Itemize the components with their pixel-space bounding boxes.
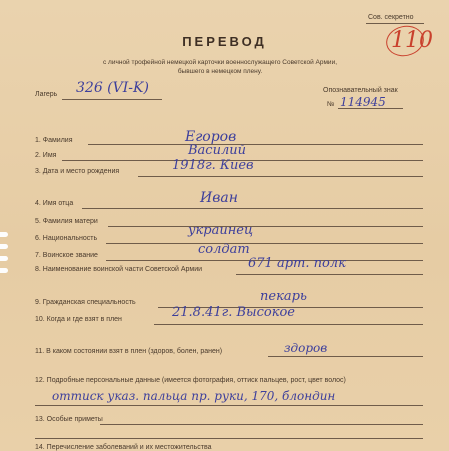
field-label-profession: 9. Гражданская специальность [35,299,136,306]
field-value-personal-data: оттиск указ. пальца пр. руки, 170, блондин [52,389,336,403]
field-label-name: 2. Имя [35,152,57,159]
field-label-mother: 5. Фамилия матери [35,218,98,225]
field-value-unit: 671 арт. полк [248,256,346,271]
id-mark-prefix: № [327,101,335,108]
field-value-father: Иван [200,190,238,206]
camp-value: 326 (VI-K) [76,80,149,96]
field-value-birth: 1918г. Киев [172,158,254,173]
field-label-birth: 3. Дата и место рождения [35,168,120,175]
field-label-unit: 8. Наименование воинской части Советской Армии [35,266,203,273]
field-value-rank: солдат [198,242,250,257]
field-value-condition: здоров [284,341,328,355]
field-label-capture: 10. Когда и где взят в плен [35,316,122,323]
field-label-personal-data: 12. Подробные персональные данные (имеется фотография, оттиск пальцев, рост, цвет волос) [35,377,346,384]
field-label-father: 4. Имя отца [35,200,74,207]
id-mark-value: 114945 [340,95,386,109]
field-value-profession: пекарь [260,289,307,304]
field-label-surname: 1. Фамилия [35,137,73,144]
field-value-name: Василий [188,143,246,158]
field-label-nationality: 6. Национальность [35,235,98,242]
field-value-surname: Егоров [185,129,237,145]
field-label-rank: 7. Воинское звание [35,252,98,259]
field-value-nationality: украинец [188,223,254,238]
folio-number: 110 [391,28,433,53]
field-label-marks: 13. Особые приметы [35,416,103,423]
id-mark-label: Опознавательный знак [323,87,398,94]
camp-label: Лагерь [35,91,58,98]
subtitle-line-1: с личной трофейной немецкой карточки военнослужащего Советской Армии, [102,59,338,66]
field-value-capture: 21.8.41г. Высокое [172,305,295,320]
field-label-illness: 14. Перечисление заболеваний и их местожительства [35,444,212,451]
page-title: ПЕРЕВОД [182,34,267,49]
subtitle-line-2: бывшего в немецком плену. [177,68,263,75]
secrecy-stamp: Сов. секретно [368,14,414,21]
field-label-condition: 11. В каком состоянии взят в плен (здоров, болен, ранен) [35,348,223,355]
